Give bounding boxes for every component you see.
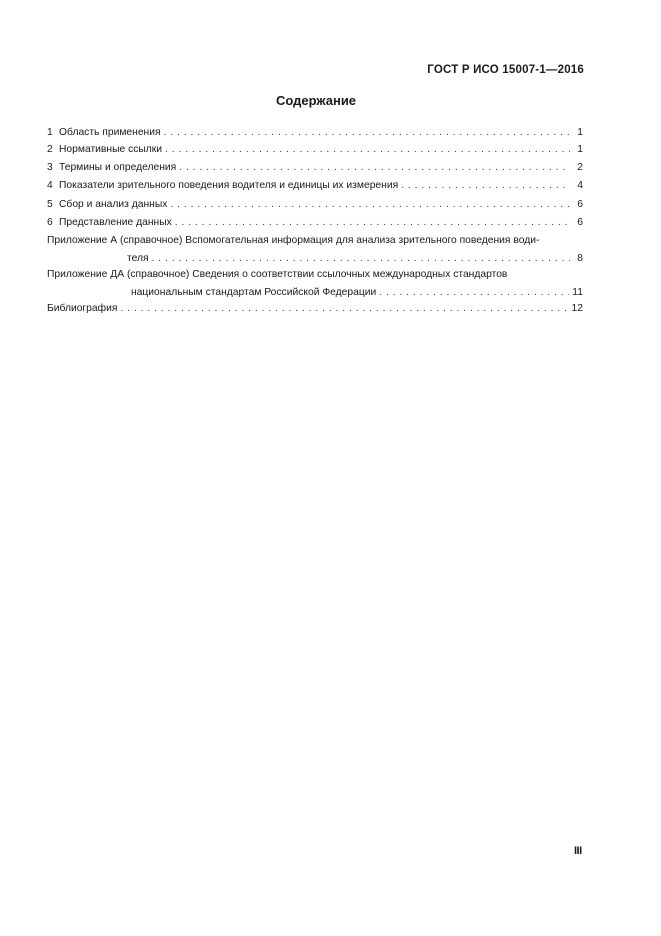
toc-entry-number: 1 [47, 127, 53, 138]
toc-entry[interactable] [47, 214, 583, 232]
toc-entry-number: 6 [47, 216, 53, 228]
toc-appendix-da-line2[interactable] [47, 286, 583, 300]
toc-entry[interactable] [47, 196, 583, 214]
toc-entry-title: Представление данных [59, 216, 172, 228]
toc-entry-page: 1 [577, 127, 583, 138]
leader-dots [175, 214, 570, 232]
leader-dots [120, 300, 568, 318]
toc-entry-title: Термины и определения [59, 162, 177, 174]
toc-entry-title: Сбор и анализ данных [59, 198, 168, 210]
toc-appendix-a-page: 8 [577, 253, 583, 265]
toc-entry-title: Показатели зрительного поведения водителя и единицы их измерения [59, 180, 399, 192]
leader-dots [164, 125, 570, 141]
leader-dots [165, 141, 570, 159]
toc-appendix-a-title: Приложение А (справочное) Вспомогательная информация для анализа зрительного поведения води- [47, 234, 540, 246]
toc-entry[interactable] [47, 125, 583, 141]
leader-dots [152, 252, 570, 266]
toc-entry[interactable] [47, 141, 583, 159]
toc-appendix-da-line1[interactable] [47, 266, 583, 284]
toc-entry-page: 1 [577, 144, 583, 155]
toc-entry-title: Нормативные ссылки [59, 144, 163, 155]
toc-appendix-da-title: Приложение ДА (справочное) Сведения о соответствии ссылочных международных стандартов [47, 269, 508, 281]
toc-bibliography-page: 12 [571, 303, 583, 315]
toc-appendix-a-line2[interactable] [47, 252, 583, 266]
toc-entry-number: 5 [47, 198, 53, 210]
toc-appendix-da-title-cont: национальным стандартам Российской Федерации [131, 287, 377, 299]
toc-appendix-a-line1[interactable] [47, 232, 583, 250]
leader-dots [170, 196, 570, 214]
toc-appendix-da-page: 11 [572, 287, 583, 299]
toc-entry-number: 3 [47, 162, 53, 174]
table-of-contents [47, 125, 583, 319]
toc-entry[interactable] [47, 159, 583, 177]
leader-dots [179, 159, 570, 177]
toc-entry-page: 4 [577, 180, 583, 192]
toc-appendix-a-title-cont: теля [127, 253, 149, 265]
page-number: III [574, 845, 582, 857]
document-header: ГОСТ Р ИСО 15007-1—2016 [427, 64, 584, 76]
toc-entry-page: 2 [577, 162, 583, 174]
toc-bibliography[interactable] [47, 300, 583, 318]
toc-entry[interactable] [47, 177, 583, 195]
leader-dots [379, 286, 569, 300]
toc-bibliography-title: Библиография [47, 303, 118, 315]
toc-entry-number: 4 [47, 180, 53, 192]
page-title: Содержание [275, 93, 357, 108]
toc-entry-number: 2 [47, 144, 53, 155]
leader-dots [401, 177, 570, 195]
toc-entry-page: 6 [577, 198, 583, 210]
toc-entry-title: Область применения [59, 127, 161, 138]
toc-entry-page: 6 [577, 216, 583, 228]
